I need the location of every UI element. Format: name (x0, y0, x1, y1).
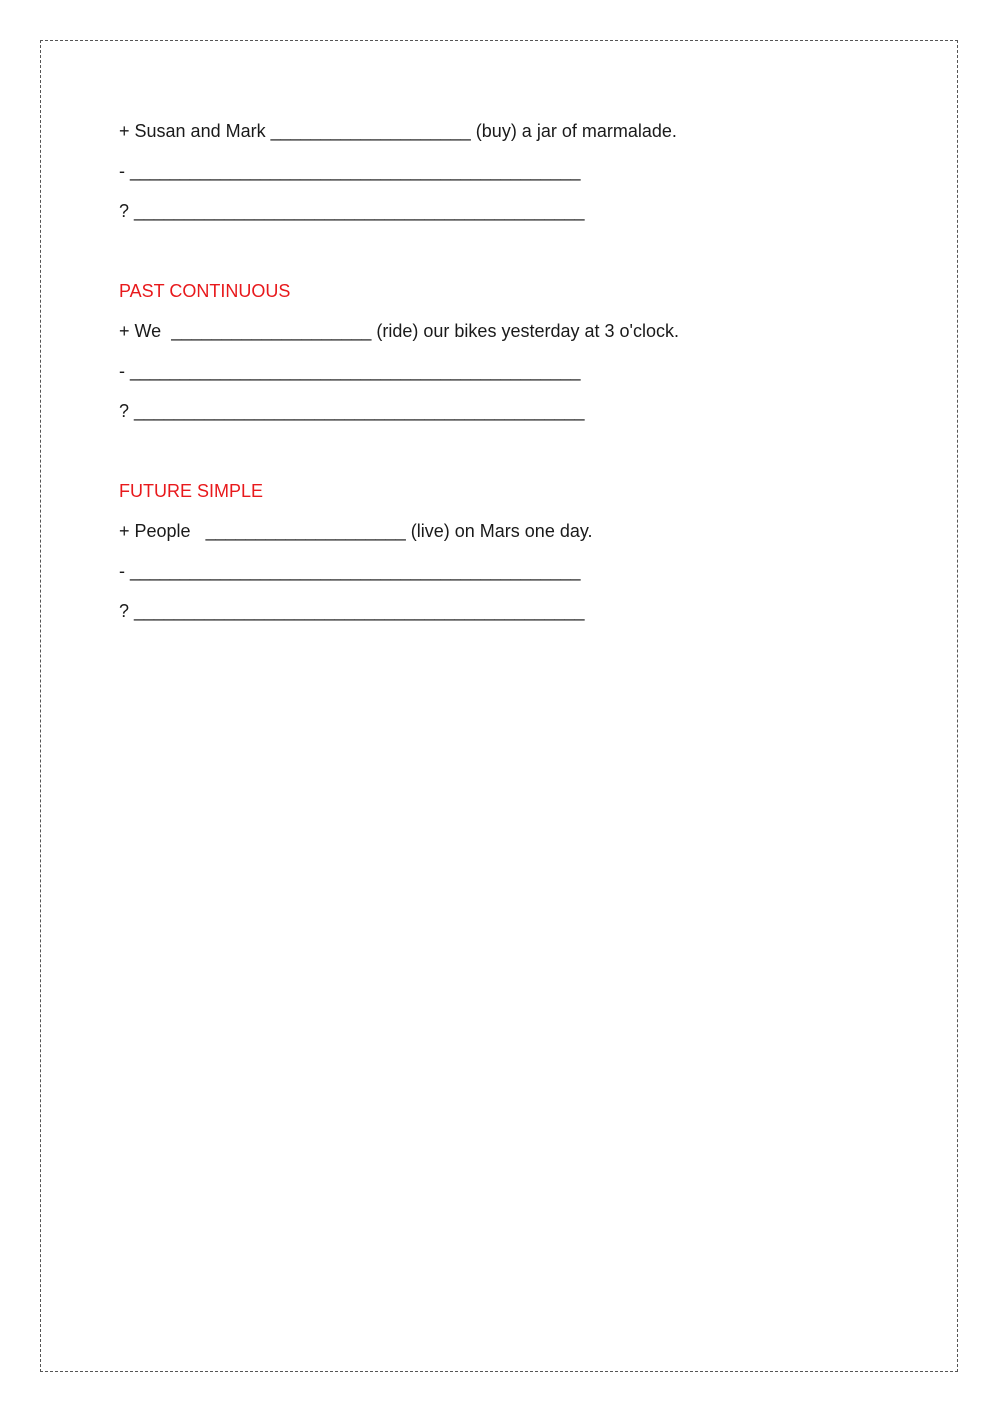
exercise-3-question: ? _____________________________________________ (119, 601, 585, 621)
exercise-2-question: ? _____________________________________________ (119, 401, 585, 421)
exercise-1-question: ? _____________________________________________ (119, 201, 585, 221)
section-heading-past-continuous: PAST CONTINUOUS (119, 281, 291, 301)
page-border (40, 40, 958, 1372)
exercise-3-negative: - _____________________________________________ (119, 561, 581, 581)
exercise-1-negative: - _____________________________________________ (119, 161, 581, 181)
exercise-3-positive: + People ____________________ (live) on Mars one day. (119, 521, 593, 541)
exercise-1-positive: + Susan and Mark ____________________ (buy) a jar of marmalade. (119, 121, 677, 141)
section-heading-future-simple: FUTURE SIMPLE (119, 481, 264, 501)
exercise-2-negative: - _____________________________________________ (119, 361, 581, 381)
exercise-2-positive: + We ____________________ (ride) our bikes yesterday at 3 o'clock. (119, 321, 679, 341)
